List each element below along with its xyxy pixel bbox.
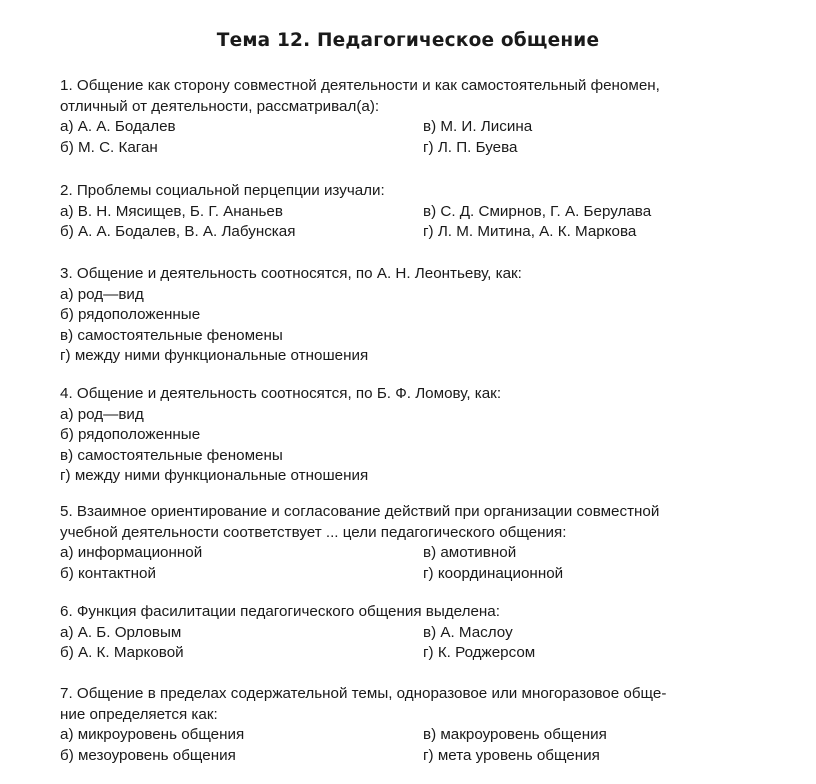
answer-options [60, 623, 780, 664]
answer-option: а) А. Б. Орловым [60, 623, 182, 641]
answer-option: г) координационной [423, 564, 564, 582]
answer-option: в) самостоятельные феномены [60, 446, 283, 464]
question-text: отличный от деятельности, рассматривал(а): [60, 97, 380, 115]
question-2 [60, 181, 780, 243]
question-text: 6. Функция фасилитации педагогического общения выделена: [60, 603, 500, 620]
answer-options [60, 202, 780, 243]
answer-option: а) информационной [60, 544, 203, 561]
answer-option: в) самостоятельные феномены [60, 326, 283, 344]
question-text: учебной деятельности соответствует ... цели педагогического общения: [60, 523, 567, 541]
answer-option: в) макроуровень общения [423, 726, 607, 743]
answer-option: б) А. А. Бодалев, В. А. Лабунская [60, 223, 296, 240]
answer-option: г) между ними функциональные отношения [60, 467, 369, 484]
answer-option: г) мета уровень общения [423, 746, 600, 764]
answer-option: г) Л. П. Буева [423, 138, 518, 156]
answer-option: а) В. Н. Мясищев, Б. Г. Ананьев [60, 202, 283, 220]
answer-option: а) микроуровень общения [60, 726, 245, 743]
answer-option: г) Л. М. Митина, А. К. Маркова [423, 223, 637, 240]
answer-option: б) рядоположенные [60, 306, 201, 323]
question-text: 3. Общение и деятельность соотносятся, по А. Н. Леонтьеву, как: [60, 265, 522, 282]
answer-option: б) мезоуровень общения [60, 746, 236, 764]
answer-option: г) между ними функциональные отношения [60, 347, 369, 364]
question-7 [60, 684, 780, 766]
question-text: 2. Проблемы социальной перцепции изучали: [60, 182, 385, 199]
question-text: 7. Общение в пределах содержательной темы, одноразовое или многоразовое обще- [60, 685, 667, 702]
answer-options [60, 405, 780, 487]
question-6 [60, 602, 780, 664]
answer-option: а) род—вид [60, 285, 144, 303]
answer-option: в) амотивной [423, 544, 517, 561]
answer-option: г) К. Роджерсом [423, 644, 536, 661]
question-text: 5. Взаимное ориентирование и согласование действий при организации совместной [60, 503, 660, 520]
question-text: 1. Общение как сторону совместной деятельности и как самостоятельный феномен, [60, 77, 660, 94]
answer-option: а) А. А. Бодалев [60, 118, 176, 135]
question-5 [60, 502, 780, 584]
answer-option: в) М. И. Лисина [423, 118, 533, 135]
answer-option: а) род—вид [60, 405, 144, 423]
question-3 [60, 264, 780, 367]
answer-options [60, 117, 780, 158]
answer-option: б) А. К. Марковой [60, 644, 184, 661]
page-title: Тема 12. Педагогическое общение [216, 30, 600, 51]
answer-options [60, 543, 780, 584]
answer-options [60, 285, 780, 367]
answer-option: б) контактной [60, 564, 156, 582]
answer-option: в) А. Маслоу [423, 623, 513, 641]
answer-option: б) рядоположенные [60, 426, 201, 443]
question-text: 4. Общение и деятельность соотносятся, по Б. Ф. Ломову, как: [60, 385, 502, 402]
answer-option: б) М. С. Каган [60, 138, 158, 156]
question-text: ние определяется как: [60, 705, 218, 723]
answer-options [60, 725, 780, 766]
answer-option: в) С. Д. Смирнов, Г. А. Берулава [423, 202, 652, 220]
question-1 [60, 76, 780, 158]
question-4 [60, 384, 780, 487]
